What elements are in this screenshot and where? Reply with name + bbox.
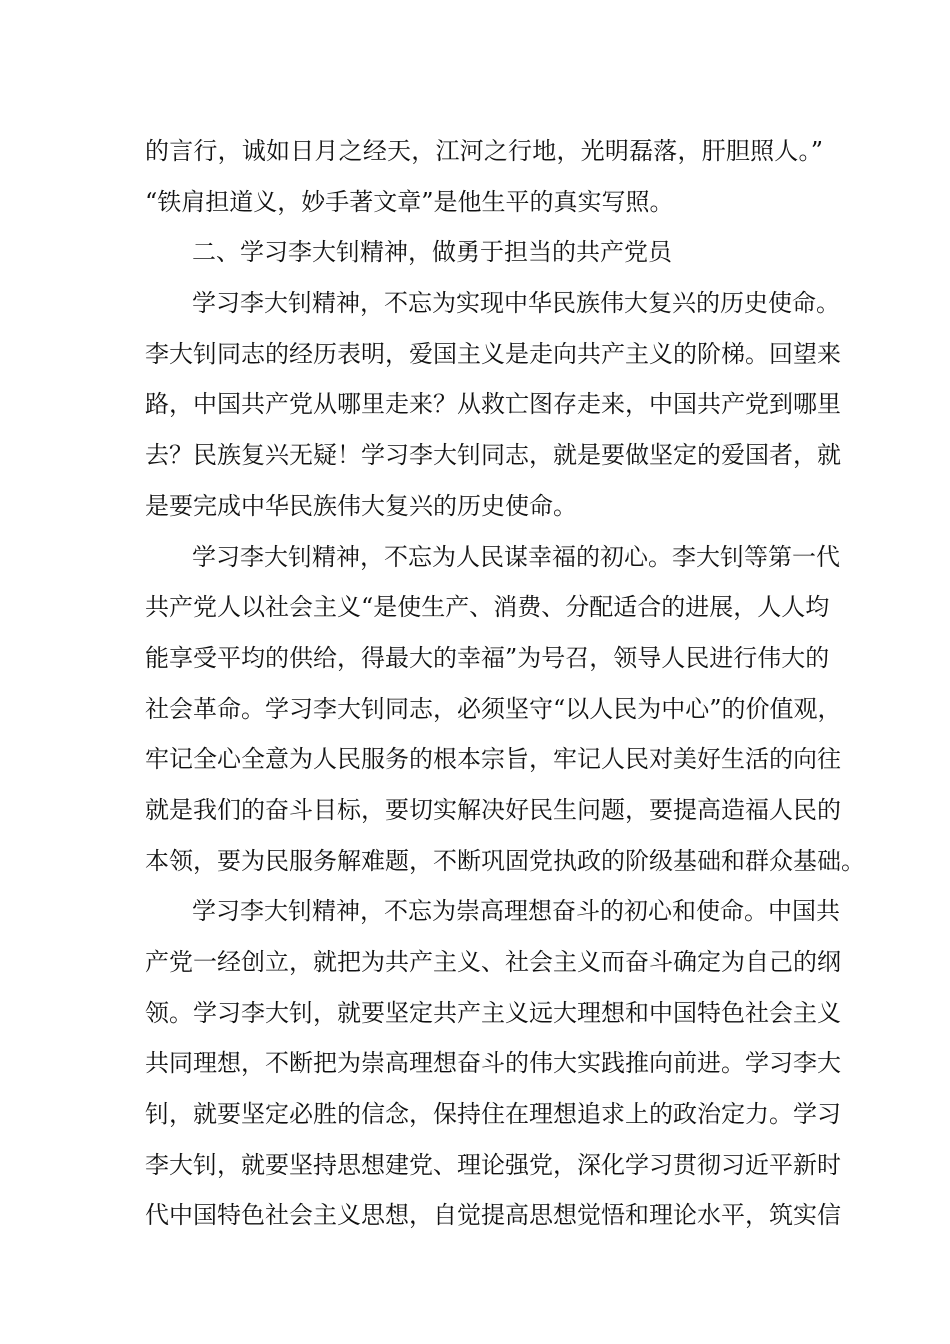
text-line: 能享受平均的供给，得最大的幸福”为号召，领导人民进行伟大的 — [145, 643, 830, 672]
text-line: 的言行，诚如日月之经天，江河之行地，光明磊落，肝胆照人。” — [145, 137, 823, 165]
paragraph-first-line: 学习李大钊精神，不忘为人民谋幸福的初心。李大钊等第一代 — [192, 542, 840, 571]
text-line: “铁肩担道义，妙手著文章”是他生平的真实写照。 — [145, 187, 674, 216]
text-line: 是要完成中华民族伟大复兴的历史使命。 — [145, 491, 577, 520]
text-line: 共同理想，不断把为崇高理想奋斗的伟大实践推向前进。学习李大 — [145, 1049, 841, 1078]
text-line: 本领，要为民服务解难题，不断巩固党执政的阶级基础和群众基础。 — [145, 846, 865, 875]
section-heading: 二、学习李大钊精神，做勇于担当的共产党员 — [192, 238, 672, 267]
document-body — [145, 126, 865, 1241]
text-line: 李大钊，就要坚持思想建党、理论强党，深化学习贯彻习近平新时 — [145, 1150, 841, 1179]
text-line: 领。学习李大钊，就要坚定共产主义远大理想和中国特色社会主义 — [145, 998, 841, 1027]
text-line: 路，中国共产党从哪里走来？从救亡图存走来，中国共产党到哪里 — [145, 390, 841, 419]
paragraph-first-line: 学习李大钊精神，不忘为实现中华民族伟大复兴的历史使命。 — [192, 289, 840, 318]
paragraph-first-line: 学习李大钊精神，不忘为崇高理想奋斗的初心和使命。中国共 — [192, 897, 840, 926]
text-line: 就是我们的奋斗目标，要切实解决好民生问题，要提高造福人民的 — [145, 795, 841, 824]
text-line: 共产党人以社会主义“是使生产、消费、分配适合的进展，人人均 — [145, 593, 830, 622]
text-line: 代中国特色社会主义思想，自觉提高思想觉悟和理论水平，筑实信 — [145, 1201, 841, 1230]
text-line: 牢记全心全意为人民服务的根本宗旨，牢记人民对美好生活的向往 — [145, 745, 841, 774]
text-line: 去？民族复兴无疑！学习李大钊同志，就是要做坚定的爱国者，就 — [145, 441, 841, 470]
text-line: 产党一经创立，就把为共产主义、社会主义而奋斗确定为自己的纲 — [145, 948, 841, 976]
text-line: 钊，就要坚定必胜的信念，保持住在理想追求上的政治定力。学习 — [145, 1100, 841, 1129]
text-line: 李大钊同志的经历表明，爱国主义是走向共产主义的阶梯。回望来 — [145, 339, 841, 368]
text-line: 社会革命。学习李大钊同志，必须坚守“以人民为中心”的价值观， — [145, 694, 842, 723]
